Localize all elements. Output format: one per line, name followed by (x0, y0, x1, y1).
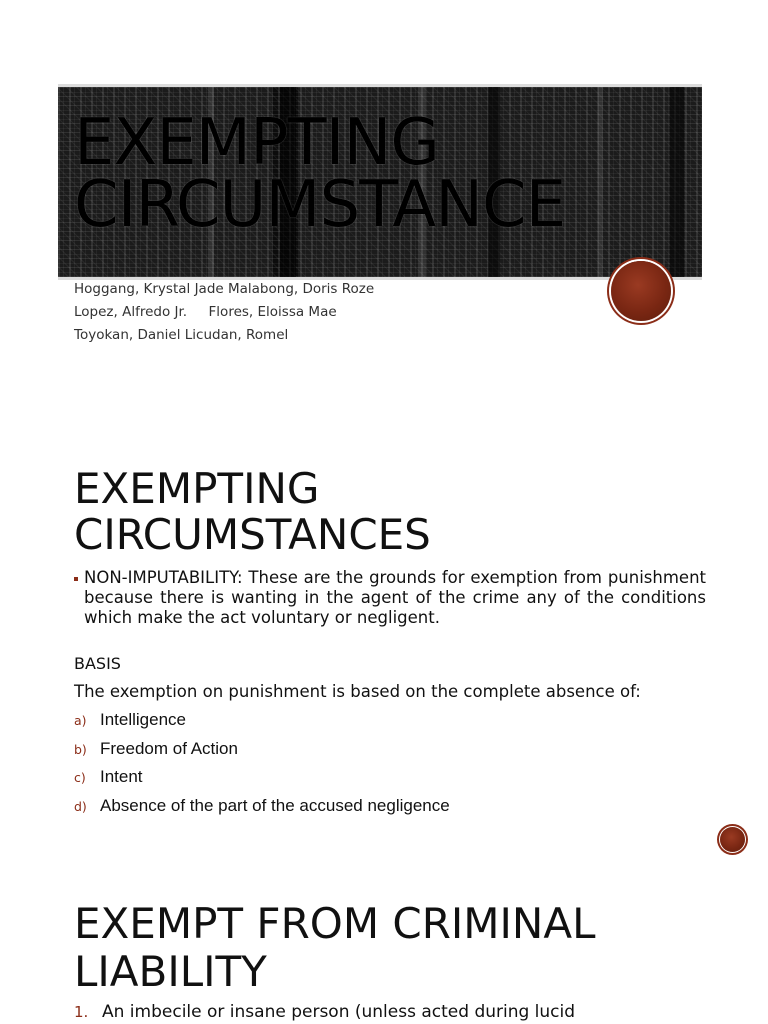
title-line-2: CIRCUMSTANCE (74, 168, 566, 242)
list-item-text: Freedom of Action (100, 738, 238, 758)
list-item-text: An imbecile or insane person (unless acted during lucid (102, 1002, 576, 1022)
list-item-label: d) (74, 798, 87, 814)
basis-heading: BASIS (74, 654, 121, 673)
title-slide (0, 0, 768, 440)
absence-list (74, 710, 450, 824)
slide-title-line-2: CIRCUMSTANCES (74, 510, 431, 559)
non-imputability-bullet (74, 568, 706, 628)
slide-title-line-1: EXEMPT FROM CRIMINAL (74, 899, 596, 948)
list-item (74, 796, 450, 825)
author-list (74, 278, 374, 347)
list-item-text: Absence of the part of the accused negligence (100, 795, 450, 815)
slide-title (74, 900, 595, 996)
title-line-1: EXEMPTING (74, 106, 439, 180)
list-item-label: b) (74, 741, 87, 757)
circle-ornament-icon (720, 827, 745, 852)
circle-ornament-icon (611, 261, 671, 321)
author-line: Lopez, Alfredo Jr. Flores, Eloissa Mae (74, 304, 337, 320)
author-line: Toyokan, Daniel Licudan, Romel (74, 327, 289, 343)
slide-title (74, 466, 431, 558)
list-item (74, 739, 450, 768)
basis-intro: The exemption on punishment is based on the complete absence of: (74, 682, 641, 701)
list-item (74, 710, 450, 739)
exempt-liability-slide (0, 880, 768, 1024)
list-item-label: a) (74, 713, 87, 728)
list-item (74, 1002, 575, 1022)
list-item-label: 1. (74, 1003, 89, 1021)
bullet-text: NON-IMPUTABILITY: These are the grounds for exemption from punishment because there is wanting in the agent of the crime any of the conditions which make the act voluntary or negligent. (84, 568, 706, 627)
exempting-circumstances-slide (0, 440, 768, 880)
list-item-text: Intent (100, 767, 143, 786)
slide-title-line-1: EXEMPTING (74, 464, 320, 513)
square-bullet-icon (74, 577, 78, 581)
presentation-title (74, 106, 674, 242)
slide-title-line-2: LIABILITY (74, 947, 267, 996)
list-item (74, 767, 450, 796)
list-item-label: c) (74, 770, 86, 785)
list-item-text: Intelligence (100, 710, 187, 729)
exempt-list (74, 1002, 575, 1022)
author-line: Hoggang, Krystal Jade Malabong, Doris Roze (74, 281, 375, 297)
